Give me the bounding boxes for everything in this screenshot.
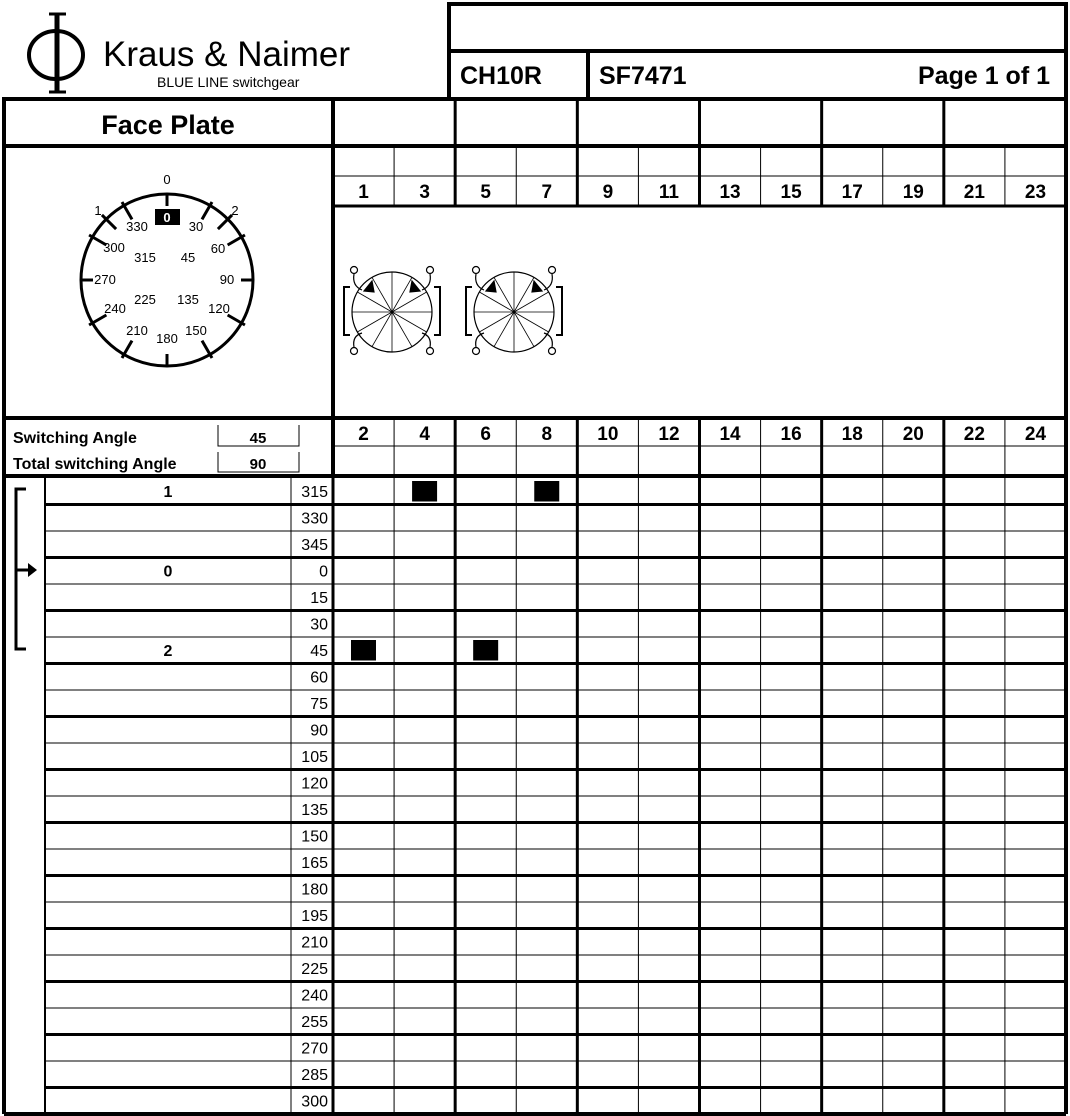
table-row [45,902,1066,925]
dial-angle-60: 60 [210,241,226,256]
dial-angle-45: 45 [180,250,196,265]
dial-angle-135: 135 [177,292,199,307]
row-angle-label: 330 [301,510,328,528]
arrow-right-icon [16,563,37,577]
terminal-bottom-label: 4 [419,424,430,445]
row-position-label: 2 [163,643,173,660]
row-angle-label: 300 [301,1093,328,1111]
dial-angle-180: 180 [156,331,178,346]
row-angle-label: 195 [301,908,328,925]
dial-selected-label: 0 [163,210,171,225]
row-angle-label: 90 [310,722,328,740]
logo [29,14,350,92]
table-row [45,955,1066,978]
switching-angle-value: 45 [249,430,267,447]
dial-angle-270: 270 [94,272,116,287]
terminal-bottom-label: 20 [902,424,924,445]
row-angle-label: 150 [301,828,328,846]
table-row [45,982,1066,1005]
table-row [45,929,1066,952]
table-row [45,558,1066,581]
row-angle-label: 210 [301,934,328,952]
terminal-bottom-label: 16 [780,424,802,445]
switching-angle-label: Switching Angle [13,430,137,447]
page-indicator: Page 1 of 1 [918,62,1050,90]
terminal-top-label: 7 [541,182,553,203]
table-row [45,717,1066,740]
table-row [45,531,1066,554]
dial-angle-315: 315 [134,250,156,265]
terminal-bottom-label: 18 [841,424,863,445]
row-position-label: 1 [163,484,173,501]
dial-angle-120: 120 [208,301,230,316]
row-angle-label: 0 [319,563,328,581]
row-angle-label: 240 [301,987,328,1005]
total-switching-angle-label: Total switching Angle [13,456,177,473]
brand-name: Kraus & Naimer [103,35,351,74]
table-row [45,1088,1066,1111]
terminal-top-label: 23 [1024,182,1047,203]
table-row [45,584,1066,607]
table-row [45,876,1066,899]
table-row [45,743,1066,766]
table-row [45,770,1066,793]
terminal-top-label: 17 [841,182,863,203]
row-angle-label: 60 [310,669,328,687]
position-label-0: 0 [163,172,171,187]
switching-table [4,476,1066,1114]
row-angle-label: 75 [310,696,328,713]
terminal-bottom-label: 24 [1024,424,1047,445]
terminal-bottom-label: 2 [358,424,369,445]
terminal-bottom-label: 6 [480,424,491,445]
terminal-top-label: 3 [419,182,430,203]
closed-contact-marker [351,640,376,661]
dial-angle-225: 225 [134,292,156,307]
dial-angle-150: 150 [185,323,207,338]
row-angle-label: 255 [301,1014,328,1031]
terminal-bottom-label: 22 [963,424,985,445]
terminal-bottom-label: 10 [597,424,619,445]
terminal-top-label: 13 [719,182,741,203]
dial-angle-300: 300 [103,240,125,255]
position-label-2: 2 [231,203,239,218]
closed-contact-marker [412,481,437,502]
position-label-1: 1 [94,203,102,218]
row-angle-label: 15 [310,590,328,607]
contact-symbols [344,267,562,355]
table-row [45,505,1066,528]
terminal-top-label: 19 [902,182,924,203]
terminal-bottom-label: 12 [658,424,680,445]
terminal-top-label: 21 [963,182,985,203]
terminal-top-label: 1 [358,182,369,203]
dial-angle-30: 30 [188,219,204,234]
table-row [164,481,560,502]
terminal-bottom-label: 14 [719,424,741,445]
terminal-top-label: 15 [780,182,802,203]
row-angle-label: 105 [301,749,328,766]
model-code: CH10R [460,62,542,90]
row-angle-label: 345 [301,537,328,554]
total-switching-angle-value: 90 [249,456,267,473]
dial-angle-90: 90 [219,272,235,287]
table-row [45,1035,1066,1058]
terminal-top-label: 5 [480,182,491,203]
dial-angle-240: 240 [104,301,126,316]
closed-contact-marker [534,481,559,502]
row-angle-label: 165 [301,855,328,872]
phi-logo-icon [29,14,83,92]
row-position-label: 0 [163,563,173,581]
row-angle-label: 270 [301,1040,328,1058]
drawing-number: SF7471 [599,62,687,90]
row-angle-label: 45 [310,643,328,660]
terminal-bottom-label: 8 [541,424,553,445]
table-row [45,849,1066,872]
face-plate-title: Face Plate [101,110,235,140]
row-angle-label: 120 [301,775,328,793]
table-row [45,637,1066,661]
row-angle-label: 180 [301,881,328,899]
table-row [45,1008,1066,1031]
table-row [45,1061,1066,1084]
row-angle-label: 30 [310,616,328,634]
cam-contact-icon [466,267,562,355]
row-angle-label: 285 [301,1067,328,1084]
dial-angle-330: 330 [126,219,148,234]
terminal-top-label: 9 [602,182,614,203]
table-row [45,611,1066,634]
table-row [45,796,1066,819]
row-angle-label: 135 [301,802,328,819]
cam-contact-icon [344,267,440,355]
closed-contact-marker [473,640,498,661]
brand-tagline: BLUE LINE switchgear [157,74,300,90]
row-angle-label: 315 [301,484,328,501]
row-angle-label: 225 [301,961,328,978]
table-row [45,664,1066,687]
table-row [45,690,1066,713]
terminal-top-label: 11 [658,182,680,203]
face-plate-dial [81,172,253,366]
table-row [45,823,1066,846]
dial-angle-210: 210 [126,323,148,338]
